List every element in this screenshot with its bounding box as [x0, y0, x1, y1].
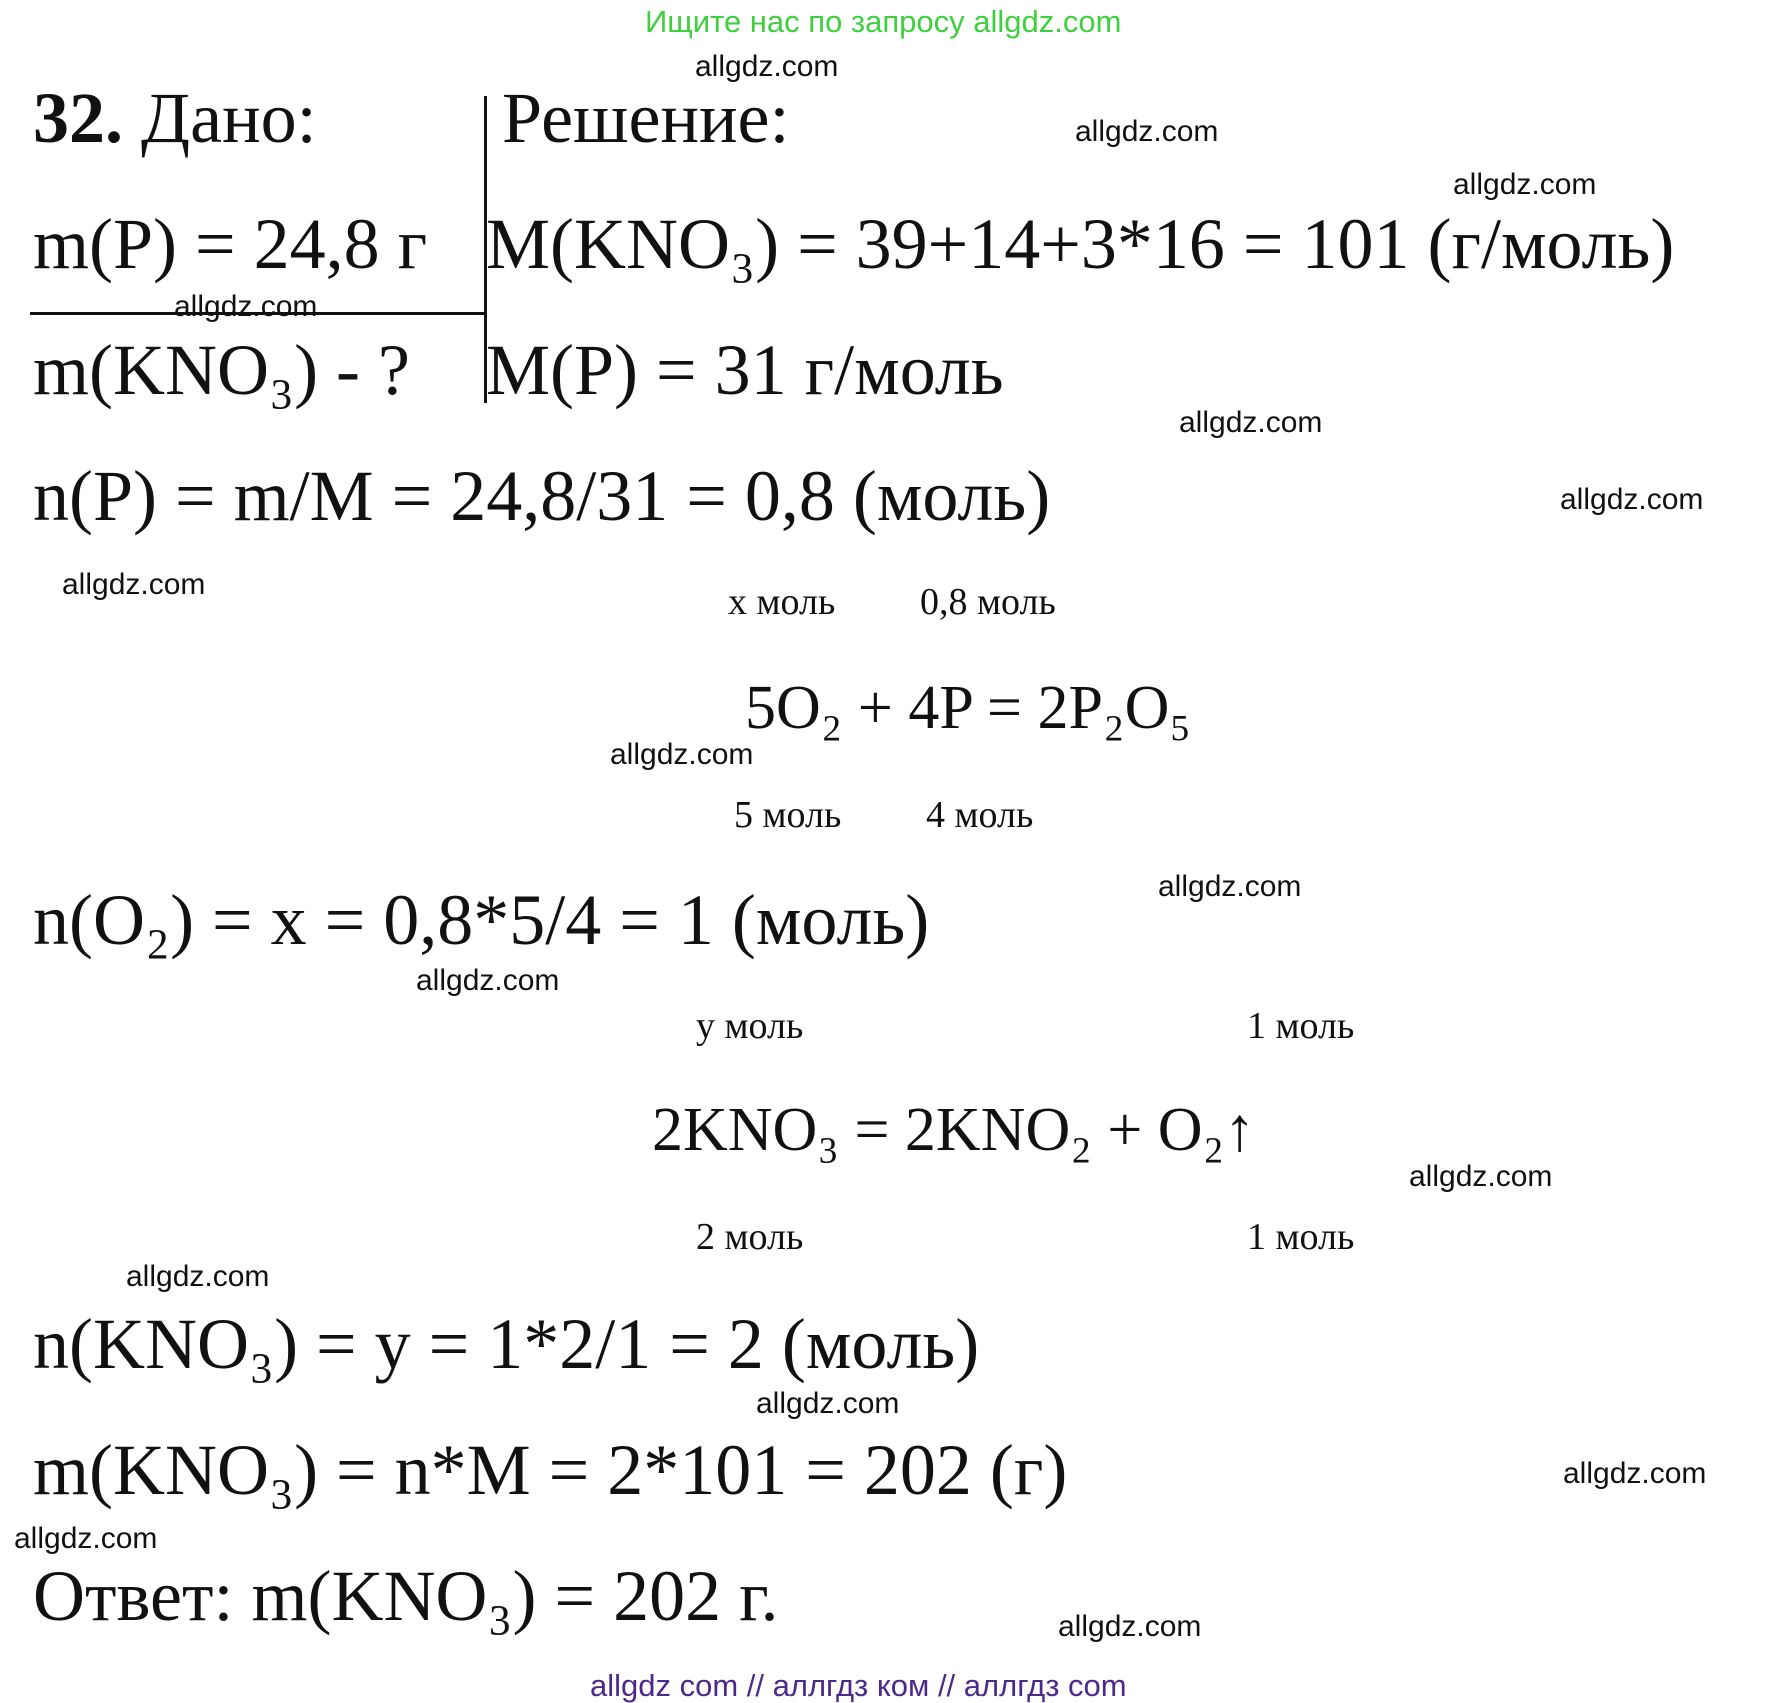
watermark: allgdz.com: [1560, 483, 1704, 516]
watermark: allgdz.com: [1563, 1457, 1707, 1490]
reaction1-equation: 5O₂ + 4P = 2P₂O₅: [745, 674, 1191, 742]
watermark: allgdz.com: [756, 1387, 900, 1420]
given-find: m(KNO₃) - ?: [33, 330, 410, 410]
given-header: Дано:: [141, 78, 317, 158]
moles-p: n(P) = m/M = 24,8/31 = 0,8 (моль): [33, 456, 1051, 536]
footer-links: allgdz com // аллгдз ком // аллгдз com: [590, 1668, 1127, 1703]
reaction2-above-right: 1 моль: [1247, 1005, 1355, 1047]
watermark: allgdz.com: [126, 1260, 270, 1293]
solution-header: Решение:: [502, 78, 790, 158]
watermark: allgdz.com: [1179, 406, 1323, 439]
watermark: allgdz.com: [62, 568, 206, 601]
watermark: allgdz.com: [610, 738, 754, 771]
reaction2-equation: 2KNO₃ = 2KNO₂ + O₂↑: [652, 1096, 1256, 1164]
watermark: allgdz.com: [1158, 870, 1302, 903]
given-mass-p: m(P) = 24,8 г: [33, 204, 428, 284]
reaction2-above-left: y моль: [696, 1005, 804, 1047]
reaction1-below-left: 5 моль: [734, 794, 842, 836]
reaction1-below-right: 4 моль: [926, 794, 1034, 836]
watermark: allgdz.com: [1075, 115, 1219, 148]
watermark: allgdz.com: [1409, 1160, 1553, 1193]
answer-line: Ответ: m(KNO₃) = 202 г.: [33, 1556, 779, 1636]
reaction2-below-left: 2 моль: [696, 1216, 804, 1258]
problem-number: 32.: [33, 78, 123, 158]
watermark: allgdz.com: [416, 964, 560, 997]
watermark: allgdz.com: [1453, 168, 1597, 201]
reaction2-below-right: 1 моль: [1247, 1216, 1355, 1258]
watermark: allgdz.com: [1058, 1610, 1202, 1643]
top-banner: Ищите нас по запросу allgdz.com: [645, 4, 1122, 39]
molar-mass-kno3: M(KNO₃) = 39+14+3*16 = 101 (г/моль): [486, 204, 1675, 284]
reaction1-above-right: 0,8 моль: [920, 581, 1056, 623]
moles-o2: n(O₂) = x = 0,8*5/4 = 1 (моль): [33, 880, 930, 960]
molar-mass-p: M(P) = 31 г/моль: [486, 330, 1004, 410]
moles-kno3: n(KNO₃) = y = 1*2/1 = 2 (моль): [33, 1304, 980, 1384]
watermark: allgdz.com: [695, 50, 839, 83]
problem-heading: [33, 78, 317, 158]
watermark: allgdz.com: [14, 1522, 158, 1555]
watermark: allgdz.com: [174, 290, 318, 323]
reaction1-above-left: x моль: [728, 581, 836, 623]
mass-kno3: m(KNO₃) = n*M = 2*101 = 202 (г): [33, 1430, 1068, 1510]
